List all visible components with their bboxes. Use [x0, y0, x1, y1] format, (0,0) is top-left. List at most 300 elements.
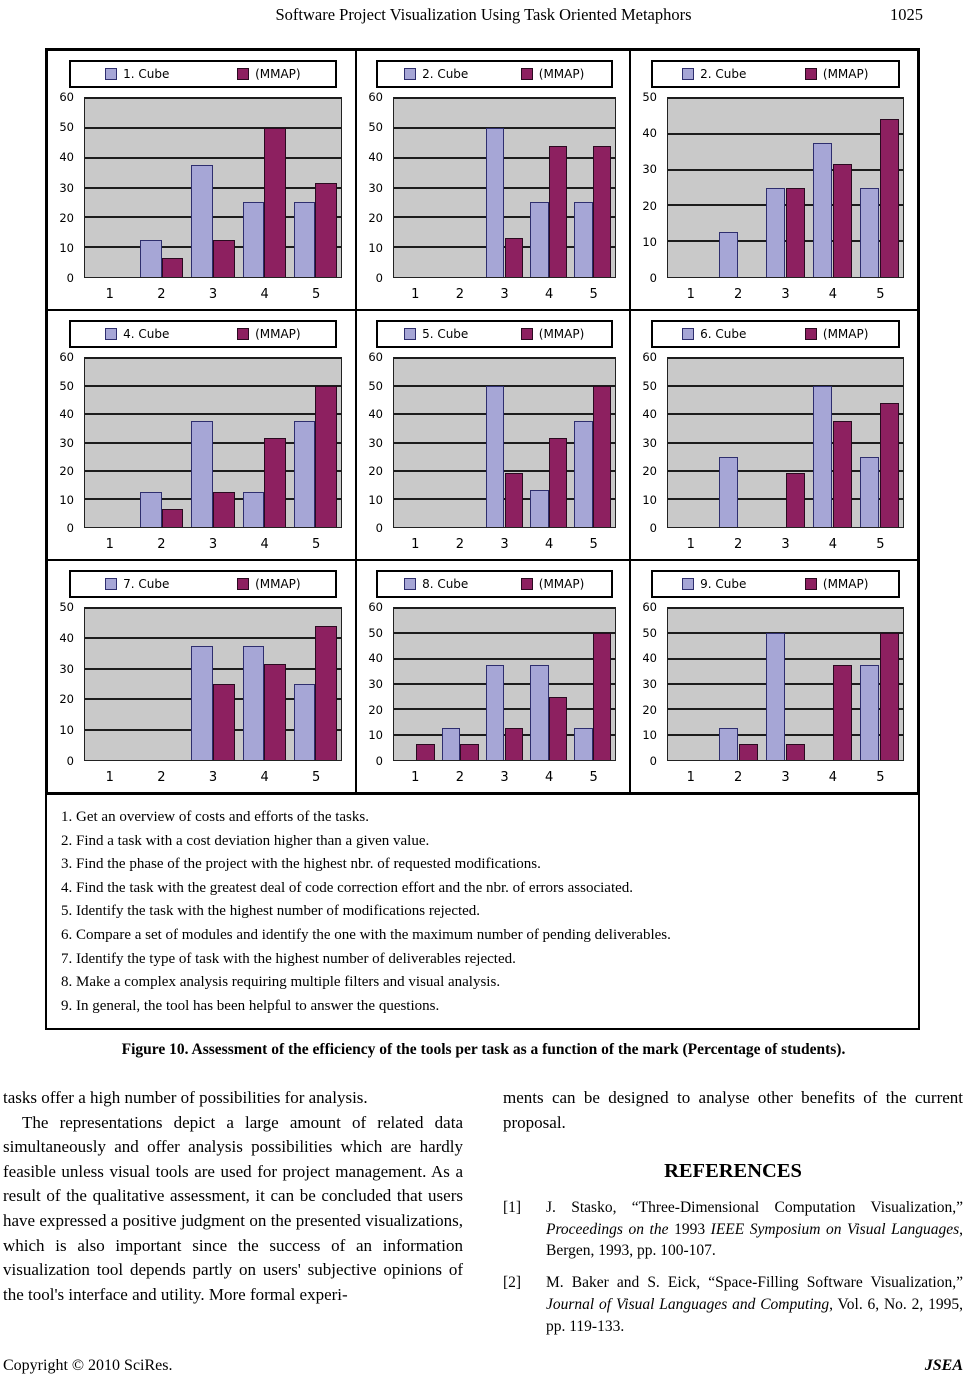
cube-bar	[191, 646, 213, 760]
x-tick-label: 2	[455, 769, 465, 785]
x-tick-label: 3	[781, 769, 790, 785]
legend-series-name: 2. Cube	[422, 67, 469, 81]
cube-series-swatch-icon	[682, 68, 694, 80]
cube-series-swatch-icon	[404, 328, 416, 340]
legend-entry	[203, 327, 335, 341]
x-tick-label: 4	[828, 769, 838, 785]
legend-series-name: (MMAP)	[538, 327, 585, 341]
gridline	[85, 607, 341, 609]
mmap-series-swatch-icon	[237, 328, 249, 340]
y-tick-label: 30	[368, 677, 383, 691]
legend-series-name: (MMAP)	[822, 67, 869, 81]
mmap-bar	[213, 492, 235, 527]
x-tick-label: 4	[544, 286, 554, 302]
y-tick-label: 30	[59, 180, 74, 195]
legend-series-name: (MMAP)	[255, 67, 301, 81]
mmap-bar	[162, 509, 184, 527]
right-column	[503, 1086, 963, 1348]
mmap-bar	[315, 386, 337, 527]
cube-series-swatch-icon	[682, 328, 694, 340]
legend-series-name: 7. Cube	[123, 577, 170, 591]
y-tick-label: 10	[642, 492, 657, 507]
x-tick-label: 2	[733, 286, 743, 302]
y-tick-label: 20	[59, 210, 74, 225]
y-tick-label: 20	[59, 464, 74, 478]
figure-task-list	[47, 793, 918, 1028]
cube-bar	[813, 386, 833, 527]
task-item-2: 2. Find a task with a cost deviation higher than a given value.	[61, 832, 430, 849]
y-tick-label: 50	[368, 378, 383, 393]
gridline	[668, 357, 903, 359]
gridline	[394, 413, 615, 415]
legend-entry	[653, 327, 775, 341]
plot-wrap	[393, 97, 616, 278]
plot-wrap	[84, 357, 342, 528]
chart-legend	[69, 320, 336, 348]
chart-panel-9	[630, 560, 918, 793]
y-tick-label: 0	[649, 754, 657, 768]
cube-series-swatch-icon	[105, 68, 117, 80]
reference-text: J. Stasko, “Three-Dimensional Computation Visualization,” Proceedings on the 1993 IEEE Symposium on Visual Languages, Bergen, 1993, pp. 100-107.	[546, 1198, 964, 1260]
chart-legend	[651, 570, 900, 598]
chart-panel-2	[356, 50, 630, 310]
y-tick-label: 60	[642, 600, 657, 614]
chart-legend	[651, 60, 900, 88]
y-tick-label: 50	[642, 90, 657, 104]
x-tick-label: 5	[589, 769, 598, 785]
mmap-bar	[505, 238, 524, 277]
legend-entry	[378, 327, 494, 341]
y-tick-label: 50	[59, 600, 74, 614]
legend-entry	[494, 577, 610, 591]
x-axis-labels	[667, 532, 904, 556]
x-tick-label: 5	[876, 536, 885, 552]
gridline	[668, 385, 903, 387]
gridline	[394, 385, 615, 387]
legend-entry	[775, 327, 897, 341]
chart-legend	[69, 570, 336, 598]
mmap-bar	[786, 744, 806, 760]
y-tick-label: 30	[642, 435, 657, 450]
chart-panel-4	[47, 310, 356, 560]
cube-bar	[294, 421, 316, 527]
mmap-bar	[833, 665, 853, 760]
reference-1	[503, 1197, 963, 1262]
gridline	[668, 442, 903, 444]
y-tick-label: 30	[59, 661, 74, 676]
cube-bar	[140, 492, 162, 527]
legend-entry	[71, 67, 203, 81]
mmap-bar	[213, 684, 235, 760]
cube-bar	[860, 665, 880, 760]
legend-series-name: 4. Cube	[123, 327, 170, 341]
mmap-bar	[880, 633, 900, 760]
legend-series-name: (MMAP)	[255, 327, 301, 341]
chart-legend	[376, 320, 613, 348]
task-item-3: 3. Find the phase of the project with the highest nbr. of requested modifications.	[61, 856, 541, 873]
chart-legend	[376, 570, 613, 598]
gridline	[394, 157, 615, 159]
y-tick-label: 20	[368, 464, 383, 478]
legend-entry	[71, 577, 203, 591]
plot-wrap	[84, 97, 342, 278]
x-tick-label: 2	[157, 769, 166, 785]
mmap-series-swatch-icon	[521, 68, 533, 80]
y-tick-label: 10	[368, 492, 383, 507]
chart-panel-6	[630, 310, 918, 560]
y-tick-label: 20	[642, 702, 657, 717]
mmap-bar	[315, 183, 337, 277]
left-column	[3, 1086, 463, 1348]
x-tick-label: 2	[455, 536, 465, 552]
x-axis-labels	[84, 765, 342, 789]
gridline	[394, 683, 615, 685]
mmap-bar	[549, 697, 568, 760]
mmap-bar	[593, 386, 612, 527]
x-tick-label: 1	[105, 536, 114, 552]
y-tick-label: 20	[642, 198, 657, 213]
legend-series-name: 5. Cube	[422, 327, 469, 341]
y-tick-label: 40	[368, 150, 383, 165]
y-tick-label: 40	[59, 407, 74, 421]
y-tick-label: 20	[368, 210, 383, 225]
task-item-7: 7. Identify the type of task with the highest number of deliverables rejected.	[61, 950, 516, 967]
x-tick-label: 4	[260, 536, 269, 552]
cube-bar	[243, 202, 265, 277]
cube-bar	[719, 232, 739, 277]
y-tick-label: 0	[649, 521, 657, 535]
x-tick-label: 2	[157, 286, 166, 302]
y-axis-labels	[631, 600, 664, 768]
x-tick-label: 3	[781, 536, 790, 552]
plot-area	[393, 97, 616, 278]
x-tick-label: 1	[411, 286, 420, 302]
cube-series-swatch-icon	[682, 578, 694, 590]
reference-label: [2]	[503, 1274, 522, 1292]
x-tick-label: 5	[312, 769, 321, 785]
cube-bar	[530, 490, 549, 527]
y-tick-label: 0	[66, 754, 74, 768]
x-tick-label: 2	[733, 769, 743, 785]
legend-entry	[378, 577, 494, 591]
task-item-8: 8. Make a complex analysis requiring multiple filters and visual analysis.	[61, 974, 501, 991]
x-tick-label: 3	[500, 769, 509, 785]
cube-bar	[766, 633, 786, 760]
y-tick-label: 30	[642, 162, 657, 177]
gridline	[85, 385, 341, 387]
y-axis-labels	[631, 90, 664, 285]
x-tick-label: 3	[208, 286, 218, 302]
plot-wrap	[84, 607, 342, 761]
gridline	[394, 607, 615, 609]
mmap-bar	[549, 438, 568, 527]
cube-bar	[442, 728, 461, 760]
cube-series-swatch-icon	[404, 68, 416, 80]
cube-bar	[719, 457, 739, 527]
mmap-bar	[786, 473, 806, 527]
y-tick-label: 60	[368, 350, 383, 364]
legend-entry	[203, 577, 335, 591]
mmap-series-swatch-icon	[521, 578, 533, 590]
task-item-9: 9. In general, the tool has been helpful to answer the questions.	[61, 997, 440, 1014]
gridline	[668, 169, 903, 171]
y-tick-label: 10	[368, 240, 383, 255]
task-item-6: 6. Compare a set of modules and identify the one with the maximum number of pending deliverables.	[61, 926, 671, 943]
plot-area	[667, 97, 904, 278]
plot-area	[667, 357, 904, 528]
mmap-series-swatch-icon	[805, 328, 817, 340]
legend-entry	[653, 577, 775, 591]
x-tick-label: 2	[733, 536, 743, 552]
y-tick-label: 0	[66, 521, 74, 535]
cube-bar	[860, 188, 880, 278]
legend-series-name: 1. Cube	[123, 67, 170, 81]
left-paragraph-continuation: tasks offer a high number of possibilities for analysis.	[3, 1088, 368, 1107]
plot-area	[84, 97, 342, 278]
gridline	[394, 658, 615, 660]
plot-area	[667, 607, 904, 761]
y-axis-labels	[48, 350, 81, 535]
y-tick-label: 40	[59, 150, 74, 165]
mmap-bar	[833, 164, 853, 277]
y-tick-label: 0	[66, 271, 74, 285]
x-axis-labels	[84, 532, 342, 556]
legend-series-name: (MMAP)	[255, 577, 301, 591]
gridline	[668, 632, 903, 634]
y-tick-label: 40	[642, 651, 657, 666]
reference-label: [1]	[503, 1198, 522, 1216]
gridline	[85, 97, 341, 99]
legend-series-name: 2. Cube	[700, 67, 747, 81]
gridline	[85, 357, 341, 359]
x-axis-labels	[667, 765, 904, 789]
y-tick-label: 60	[59, 350, 74, 364]
x-tick-label: 4	[260, 286, 269, 302]
x-axis-labels	[393, 282, 616, 306]
mmap-bar	[593, 146, 612, 277]
gridline	[668, 97, 903, 99]
cube-bar	[486, 128, 505, 277]
y-tick-label: 30	[368, 435, 383, 450]
gridline	[85, 187, 341, 189]
cube-series-swatch-icon	[105, 328, 117, 340]
copyright-notice: Copyright © 2010 SciRes.	[3, 1357, 173, 1374]
gridline	[394, 127, 615, 129]
mmap-bar	[264, 128, 286, 277]
plot-wrap	[667, 607, 904, 761]
body-columns	[3, 1086, 964, 1348]
cube-bar	[486, 665, 505, 760]
figure-caption: Figure 10. Assessment of the efficiency of the tools per task as a function of the mark (Percentage of students).	[121, 1041, 846, 1058]
cube-bar	[813, 143, 833, 277]
mmap-bar	[213, 240, 235, 277]
legend-entry	[378, 67, 494, 81]
legend-series-name: (MMAP)	[538, 67, 585, 81]
mmap-bar	[549, 146, 568, 277]
plot-wrap	[393, 357, 616, 528]
plot-area	[393, 607, 616, 761]
mmap-bar	[880, 119, 900, 277]
mmap-bar	[786, 188, 806, 278]
cube-bar	[191, 421, 213, 527]
x-axis-labels	[667, 282, 904, 306]
gridline	[668, 658, 903, 660]
chart-panel-5	[356, 310, 630, 560]
gridline	[394, 357, 615, 359]
x-tick-label: 3	[208, 769, 218, 785]
mmap-bar	[739, 744, 759, 760]
x-tick-label: 1	[686, 536, 695, 552]
cube-bar	[191, 165, 213, 277]
y-tick-label: 10	[368, 728, 383, 743]
cube-series-swatch-icon	[105, 578, 117, 590]
journal-abbreviation: JSEA	[924, 1357, 963, 1374]
legend-series-name: (MMAP)	[822, 327, 869, 341]
y-tick-label: 30	[59, 435, 74, 450]
left-paragraph: The representations depict a large amount of related data simultaneously and offer analysis possibilities which are hardly feasible unless visual tools are used for project management. As a result of the qualitative assessment, it can be concluded that users have expressed a positive judgment on the presented visualizations, which is also important since the success of an information visualization tool depends partly on users' subjective opinions of the tool's interface and utility. More formal experi-	[3, 1112, 463, 1304]
y-tick-label: 0	[375, 521, 383, 535]
legend-series-name: 8. Cube	[422, 577, 469, 591]
cube-bar	[766, 188, 786, 278]
mmap-bar	[416, 744, 435, 760]
plot-wrap	[393, 607, 616, 761]
legend-series-name: (MMAP)	[538, 577, 585, 591]
figure-10-box	[45, 48, 920, 1030]
mmap-bar	[505, 473, 524, 527]
reference-text: M. Baker and S. Eick, “Space-Filling Software Visualization,” Journal of Visual Languages and Computing, Vol. 6, No. 2, 1995, pp. 119-133.	[546, 1274, 963, 1335]
y-tick-label: 50	[642, 625, 657, 640]
mmap-bar	[833, 421, 853, 527]
mmap-bar	[264, 438, 286, 527]
page-title: Software Project Visualization Using Task Oriented Metaphors	[275, 5, 692, 24]
mmap-series-swatch-icon	[805, 68, 817, 80]
y-tick-label: 60	[59, 90, 74, 104]
legend-series-name: 9. Cube	[700, 577, 747, 591]
task-item-1: 1. Get an overview of costs and efforts of the tasks.	[61, 809, 369, 825]
x-tick-label: 1	[686, 286, 695, 302]
cube-bar	[243, 646, 265, 760]
gridline	[85, 637, 341, 639]
figure-charts-grid	[47, 50, 918, 793]
mmap-bar	[315, 626, 337, 760]
x-tick-label: 5	[876, 769, 885, 785]
chart-legend	[69, 60, 336, 88]
mmap-series-swatch-icon	[237, 68, 249, 80]
cube-bar	[294, 202, 316, 277]
gridline	[668, 607, 903, 609]
y-tick-label: 0	[375, 754, 383, 768]
x-tick-label: 4	[544, 536, 554, 552]
x-tick-label: 1	[411, 769, 420, 785]
legend-entry	[203, 67, 335, 81]
y-tick-label: 50	[368, 120, 383, 135]
y-tick-label: 10	[59, 723, 74, 738]
y-tick-label: 20	[59, 692, 74, 707]
x-tick-label: 1	[686, 769, 695, 785]
legend-entry	[494, 67, 610, 81]
gridline	[85, 157, 341, 159]
gridline	[668, 413, 903, 415]
mmap-bar	[162, 258, 184, 277]
x-tick-label: 1	[411, 536, 420, 552]
y-axis-labels	[357, 350, 390, 535]
x-tick-label: 4	[260, 769, 269, 785]
y-tick-label: 10	[59, 240, 74, 255]
cube-series-swatch-icon	[404, 578, 416, 590]
cube-bar	[140, 240, 162, 277]
mmap-series-swatch-icon	[805, 578, 817, 590]
y-tick-label: 50	[59, 378, 74, 393]
right-paragraph-continuation: ments can be designed to analyse other benefits of the current proposal.	[503, 1088, 963, 1132]
task-item-5: 5. Identify the task with the highest number of modifications rejected.	[61, 903, 481, 920]
legend-entry	[494, 327, 610, 341]
y-tick-label: 0	[375, 271, 383, 285]
cube-bar	[294, 684, 316, 760]
y-tick-label: 0	[649, 271, 657, 285]
mmap-bar	[880, 403, 900, 527]
y-tick-label: 40	[59, 630, 74, 645]
x-tick-label: 3	[208, 536, 218, 552]
cube-bar	[719, 728, 739, 760]
cube-bar	[243, 492, 265, 527]
y-tick-label: 10	[59, 492, 74, 507]
chart-legend	[651, 320, 900, 348]
chart-legend	[376, 60, 613, 88]
cube-bar	[860, 457, 880, 527]
references-heading: REFERENCES	[664, 1160, 802, 1183]
y-tick-label: 20	[368, 702, 383, 717]
y-tick-label: 10	[642, 234, 657, 249]
gridline	[85, 413, 341, 415]
page-number: 1025	[890, 5, 923, 24]
y-axis-labels	[357, 90, 390, 285]
cube-bar	[574, 202, 593, 277]
gridline	[85, 668, 341, 670]
mmap-bar	[505, 728, 524, 760]
cube-bar	[574, 728, 593, 760]
mmap-series-swatch-icon	[521, 328, 533, 340]
legend-entry	[775, 67, 897, 81]
plot-area	[84, 357, 342, 528]
y-axis-labels	[48, 600, 81, 768]
gridline	[85, 127, 341, 129]
x-tick-label: 1	[105, 286, 114, 302]
x-tick-label: 1	[105, 769, 114, 785]
references-list	[503, 1197, 963, 1338]
x-tick-label: 2	[157, 536, 166, 552]
x-tick-label: 5	[876, 286, 885, 302]
cube-bar	[530, 665, 549, 760]
legend-series-name: 6. Cube	[700, 327, 747, 341]
y-tick-label: 40	[368, 651, 383, 666]
x-tick-label: 5	[312, 286, 321, 302]
x-axis-labels	[84, 282, 342, 306]
x-tick-label: 3	[500, 536, 509, 552]
x-axis-labels	[393, 765, 616, 789]
reference-2	[503, 1272, 963, 1337]
cube-bar	[574, 421, 593, 527]
x-tick-label: 3	[781, 286, 790, 302]
y-tick-label: 60	[642, 350, 657, 364]
legend-entry	[775, 577, 897, 591]
plot-area	[393, 357, 616, 528]
x-tick-label: 5	[589, 536, 598, 552]
y-tick-label: 40	[642, 126, 657, 141]
y-tick-label: 40	[368, 407, 383, 421]
x-tick-label: 4	[828, 286, 838, 302]
chart-panel-8	[356, 560, 630, 793]
y-tick-label: 60	[368, 600, 383, 614]
